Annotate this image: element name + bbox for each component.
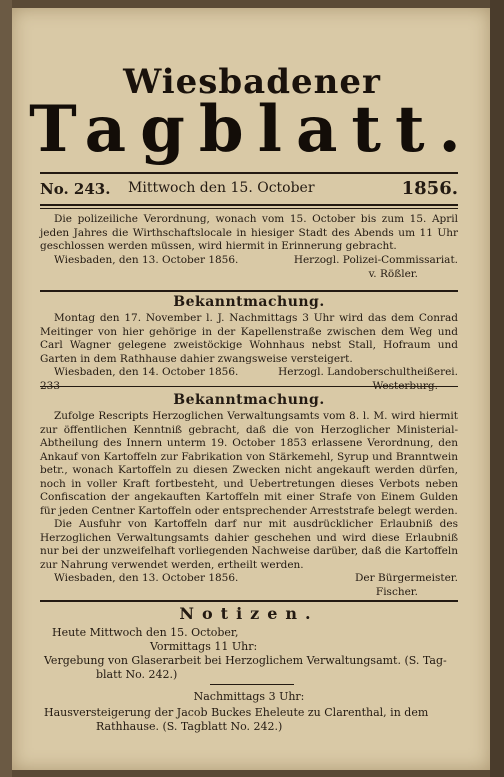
notice-auction-authority: Herzogl. Landoberschultheißerei.	[278, 366, 458, 378]
notice-potato	[40, 410, 458, 600]
notizen-line-5: Nachmittags 3 Uhr:	[193, 690, 305, 703]
divider-2	[40, 386, 458, 387]
notice-potato-heading: Bekanntmachung.	[173, 392, 325, 408]
notice-auction-place-date: Wiesbaden, den 14. October 1856.	[54, 366, 239, 378]
notizen-line-3: Vergebung von Glaserarbeit bei Herzoglichem Verwaltungsamt. (S. Tag-	[44, 654, 447, 667]
divider-3	[40, 600, 458, 602]
notice-auction-signer: Westerburg.	[372, 380, 438, 392]
divider-1	[40, 290, 458, 292]
notice-auction	[40, 312, 458, 394]
notice-auction-heading: Bekanntmachung.	[173, 294, 325, 310]
notice-police	[40, 213, 458, 281]
title-line2: Tagblatt.	[29, 92, 475, 167]
notice-potato-signer: Fischer.	[375, 586, 418, 598]
notizen-line-6: Hausversteigerung der Jacob Buckes Eheleute zu Clarenthal, in dem	[44, 706, 429, 719]
notice-police-authority: Herzogl. Polizei-Commissariat.	[293, 253, 458, 266]
divider-4	[210, 684, 294, 685]
notice-police-place-date: Wiesbaden, den 13. October 1856.	[54, 253, 239, 266]
notice-potato-authority: Der Bürgermeister.	[355, 572, 458, 584]
notice-auction-number: 233	[40, 380, 61, 392]
notizen-line-2: Vormittags 11 Uhr:	[150, 640, 258, 653]
notice-potato-para2: Die Ausfuhr von Kartoffeln darf nur mit ausdrücklicher Erlaubniß des Herzoglichen Verwaltungsamts dahier geschehen und wird diese Erlaubniß nur bei der unzweifelhaft vorliegenden Nachweise darüber, daß die Kartoffeln zur Nahrung verwendet werden, ertheilt werden.	[40, 518, 458, 571]
notizen-line-4: blatt No. 242.)	[96, 668, 178, 681]
masthead	[40, 176, 458, 204]
masthead-rule-double	[40, 208, 458, 209]
notizen-heading: Notizen.	[179, 604, 319, 623]
issue-number: No. 243.	[40, 180, 111, 198]
notice-police-signer: v. Rößler.	[368, 267, 418, 280]
title-line1: Wiesbadener	[123, 62, 381, 102]
masthead-rule-bottom	[40, 204, 458, 206]
notizen-line-7: Rathhause. (S. Tagblatt No. 242.)	[96, 720, 283, 733]
notice-potato-para1: Zufolge Rescripts Herzoglichen Verwaltungsamts vom 8. l. M. wird hiermit zur öffentlichen Kenntniß gebracht, daß die von Herzoglicher Ministerial-Abtheilung des Innern unterm 19. October 1853 erlassene Verordnung, den Ankauf von Kartoffeln zur Fabrikation von Stärkemehl, Syrup und Branntwein betr., wonach Kartoffeln zu diesen Zwecken nicht angekauft werden dürfen, noch in voller Kraft fortbesteht, und Uebertretungen dieses Verbots neben Confiscation der angekauften Kartoffeln mit einer Strafe von Einem Gulden für jeden Centner Kartoffeln oder entsprechender Arreststrafe belegt werden.	[40, 410, 458, 517]
notice-potato-place-date: Wiesbaden, den 13. October 1856.	[54, 572, 239, 584]
issue-year: 1856.	[401, 178, 458, 199]
notice-police-text: Die polizeiliche Verordnung, wonach vom 15. October bis zum 15. April jeden Jahres die Wirthschaftslocale in hiesiger Stadt des Abends um 11 Uhr geschlossen werden müssen, wird hiermit in Erinnerung gebracht.	[40, 213, 458, 252]
notizen-line-1: Heute Mittwoch den 15. October,	[52, 626, 239, 639]
masthead-rule-top	[40, 172, 458, 174]
notice-auction-text: Montag den 17. November l. J. Nachmittags 3 Uhr wird das dem Conrad Meitinger von hier gehörige in der Kapellenstraße zwischen dem Weg und Carl Wagner gelegene zweistöckige Wohnhaus nebst Stall, Hofraum und Garten in dem Rathhause dahier zwangsweise versteigert.	[40, 312, 458, 365]
issue-date: Mittwoch den 15. October	[128, 180, 315, 196]
